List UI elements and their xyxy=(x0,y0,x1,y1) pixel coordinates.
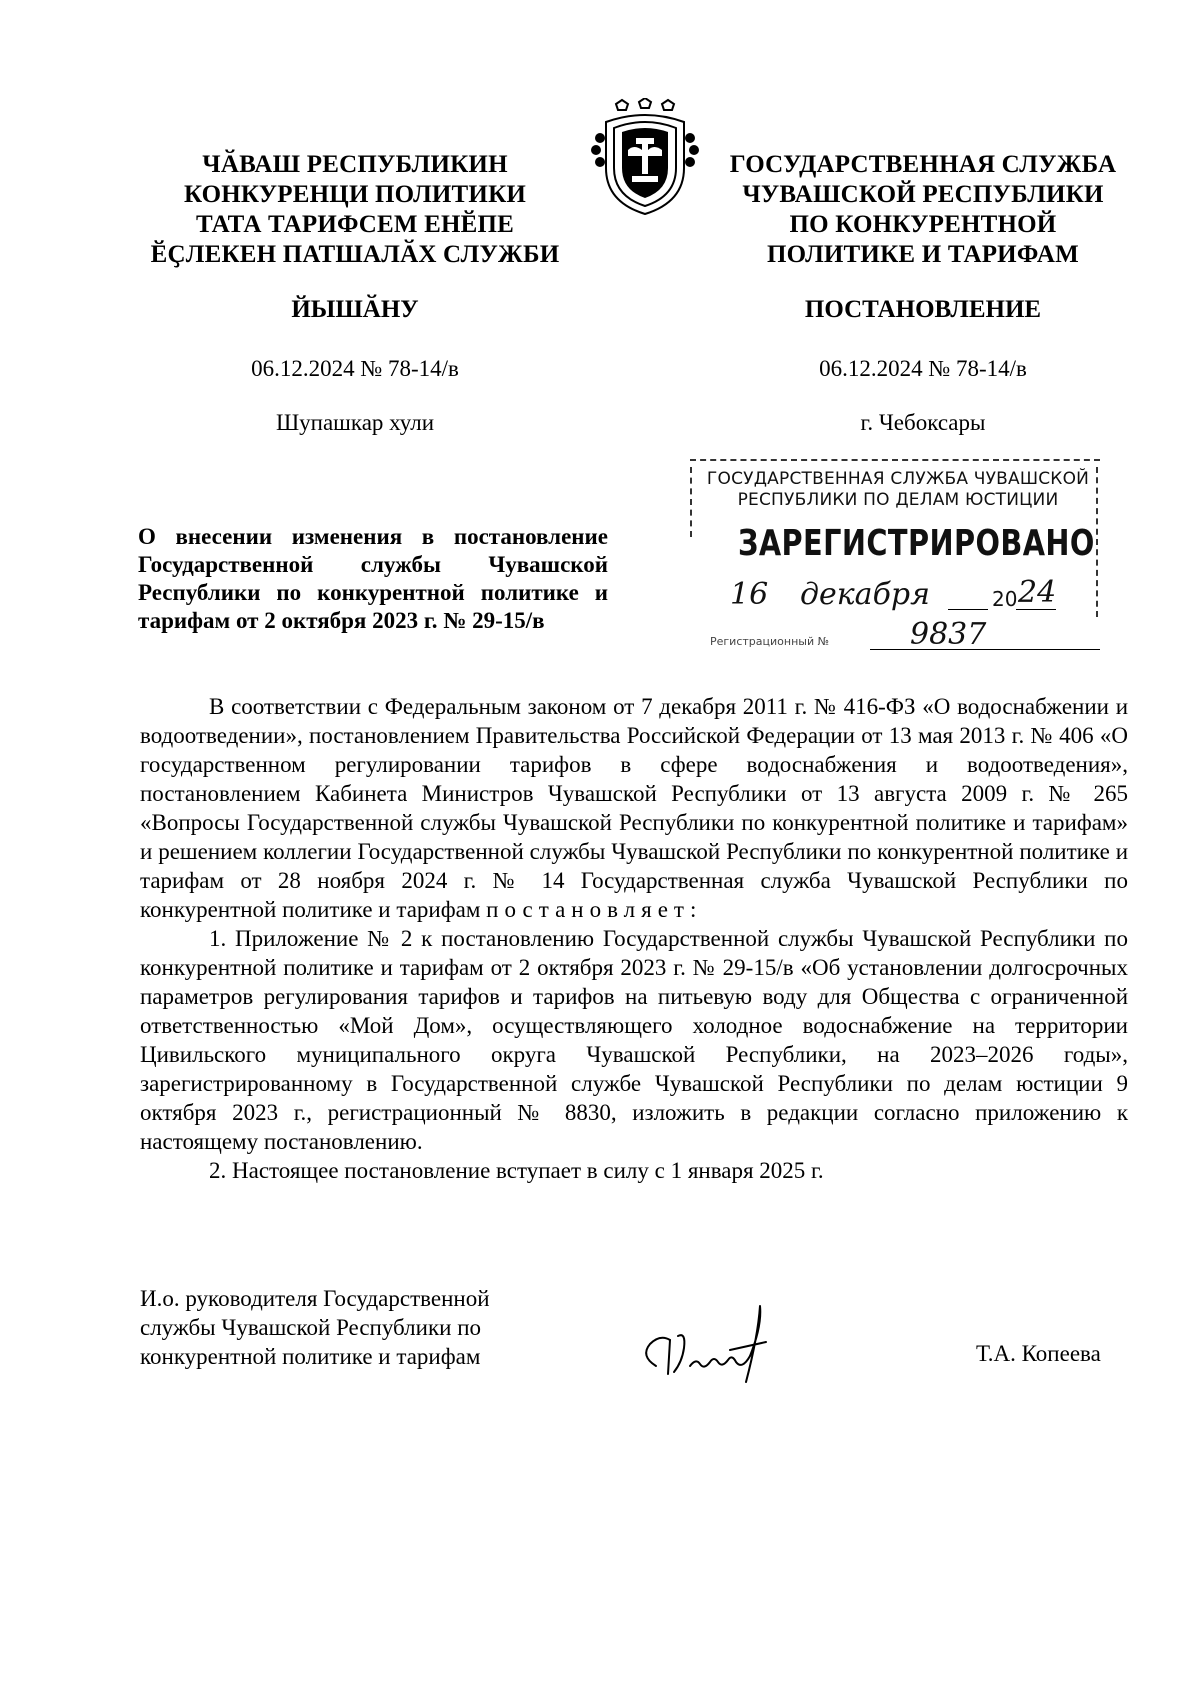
header-left-line: ЧӐВАШ РЕСПУБЛИКИН xyxy=(202,151,508,178)
body-intro-spaced: постановляет: xyxy=(486,897,703,922)
stamp-year-prefix: 20 xyxy=(992,587,1018,611)
stamp-day: 16 xyxy=(730,577,769,612)
header-left-line: ӖҪЛЕКЕН ПАТШАЛӐХ СЛУЖБИ xyxy=(150,241,560,268)
stamp-underline xyxy=(1016,609,1056,610)
header-right-line: ПО КОНКУРЕНТНОЙ xyxy=(789,211,1057,238)
document-title: О внесении изменения в постановление Государственной службы Чувашской Республики по конкурентной политике и тарифам от 2 октября 2023 г. № 29-15/в xyxy=(138,524,608,633)
city-chuvash: Шупашкар хули xyxy=(275,410,435,435)
header-right-line: ГОСУДАРСТВЕННАЯ СЛУЖБА xyxy=(729,151,1117,178)
signer-position xyxy=(140,1284,560,1371)
header-right-org xyxy=(708,150,1138,270)
city-russian: г. Чебоксары xyxy=(860,410,986,435)
stamp-org-line: ГОСУДАРСТВЕННАЯ СЛУЖБА ЧУВАШСКОЙ xyxy=(706,469,1090,489)
body-paragraph: 1. Приложение № 2 к постановлению Государственной службы Чувашской Республики по конкурентной политике и тарифам от 2 октября 2023 г. № 29-15/в «Об установлении долгосрочных параметров регулирования тарифов и тарифов на питьевую воду для Общества с ограниченной ответственностью «Мой Дом», осуществляющего холодное водоснабжение на территории Цивильского муниципального округа Чувашской Республики, на 2023–2026 годы», зарегистрированному в Государственной службе Чувашской Республики по делам юстиции 9 октября 2023 г., регистрационный № 8830, изложить в редакции согласно приложению к настоящему постановлению. xyxy=(140,926,1128,1154)
body-paragraph xyxy=(140,692,1128,924)
header-left-line: ТАТА ТАРИФСЕМ ЕНӖПЕ xyxy=(196,211,514,238)
stamp-border xyxy=(690,467,692,537)
stamp-year: 24 xyxy=(1018,575,1057,610)
stamp-regno: 9837 xyxy=(910,617,987,652)
signer-name: Т.А. Копеева xyxy=(976,1341,1101,1366)
doc-date-number-left: 06.12.2024 № 78-14/в xyxy=(251,356,459,381)
stamp-underline xyxy=(948,609,988,610)
document-body xyxy=(140,692,1128,1185)
handwritten-signature xyxy=(630,1296,830,1396)
registration-stamp xyxy=(690,459,1106,659)
stamp-underline xyxy=(870,649,1100,650)
stamp-regno-line xyxy=(710,617,1100,659)
doc-type-russian: ПОСТАНОВЛЕНИЕ xyxy=(804,296,1042,323)
stamp-month: декабря xyxy=(800,577,930,612)
signer-position-line: конкурентной политике и тарифам xyxy=(140,1344,481,1369)
stamp-regno-label: Регистрационный № xyxy=(710,635,830,648)
body-paragraph: 2. Настоящее постановление вступает в силу с 1 января 2025 г. xyxy=(209,1158,824,1183)
signer-position-line: И.о. руководителя Государственной xyxy=(140,1286,490,1311)
header-right-line: ЧУВАШСКОЙ РЕСПУБЛИКИ xyxy=(742,181,1104,208)
header-right-line: ПОЛИТИКЕ И ТАРИФАМ xyxy=(767,241,1079,268)
header-left-line: КОНКУРЕНЦИ ПОЛИТИКИ xyxy=(183,181,527,208)
doc-type-chuvash: ЙЫШӐНУ xyxy=(291,296,419,323)
stamp-registered: ЗАРЕГИСТРИРОВАНО xyxy=(738,523,1095,564)
signer-position-line: службы Чувашской Республики по xyxy=(140,1315,482,1340)
header-left-org xyxy=(140,150,570,270)
stamp-org-line: РЕСПУБЛИКИ ПО ДЕЛАМ ЮСТИЦИИ xyxy=(737,490,1059,510)
body-intro: В соответствии с Федеральным законом от 7 декабря 2011 г. № 416-ФЗ «О водоснабжении и водоотведении», постановлением Правительства Российской Федерации от 13 мая 2013 г. № 406 «О государственном регулировании тарифов в сфере водоснабжения и водоотведения», постановлением Кабинета Министров Чувашской Республики от 13 августа 2009 г. № 265 «Вопросы Государственной службы Чувашской Республики по конкурентной политике и тарифам» и решением коллегии Государственной службы Чувашской Республики по конкурентной политике и тарифам от 28 ноября 2024 г. № 14 Государственная служба Чувашской Республики по конкурентной политике и тарифам xyxy=(140,694,1128,922)
stamp-org xyxy=(698,469,1098,511)
stamp-border xyxy=(690,459,1100,461)
stamp-date-line xyxy=(730,575,1090,615)
doc-date-number-right: 06.12.2024 № 78-14/в xyxy=(819,356,1027,381)
chuvash-emblem-icon xyxy=(586,98,704,218)
